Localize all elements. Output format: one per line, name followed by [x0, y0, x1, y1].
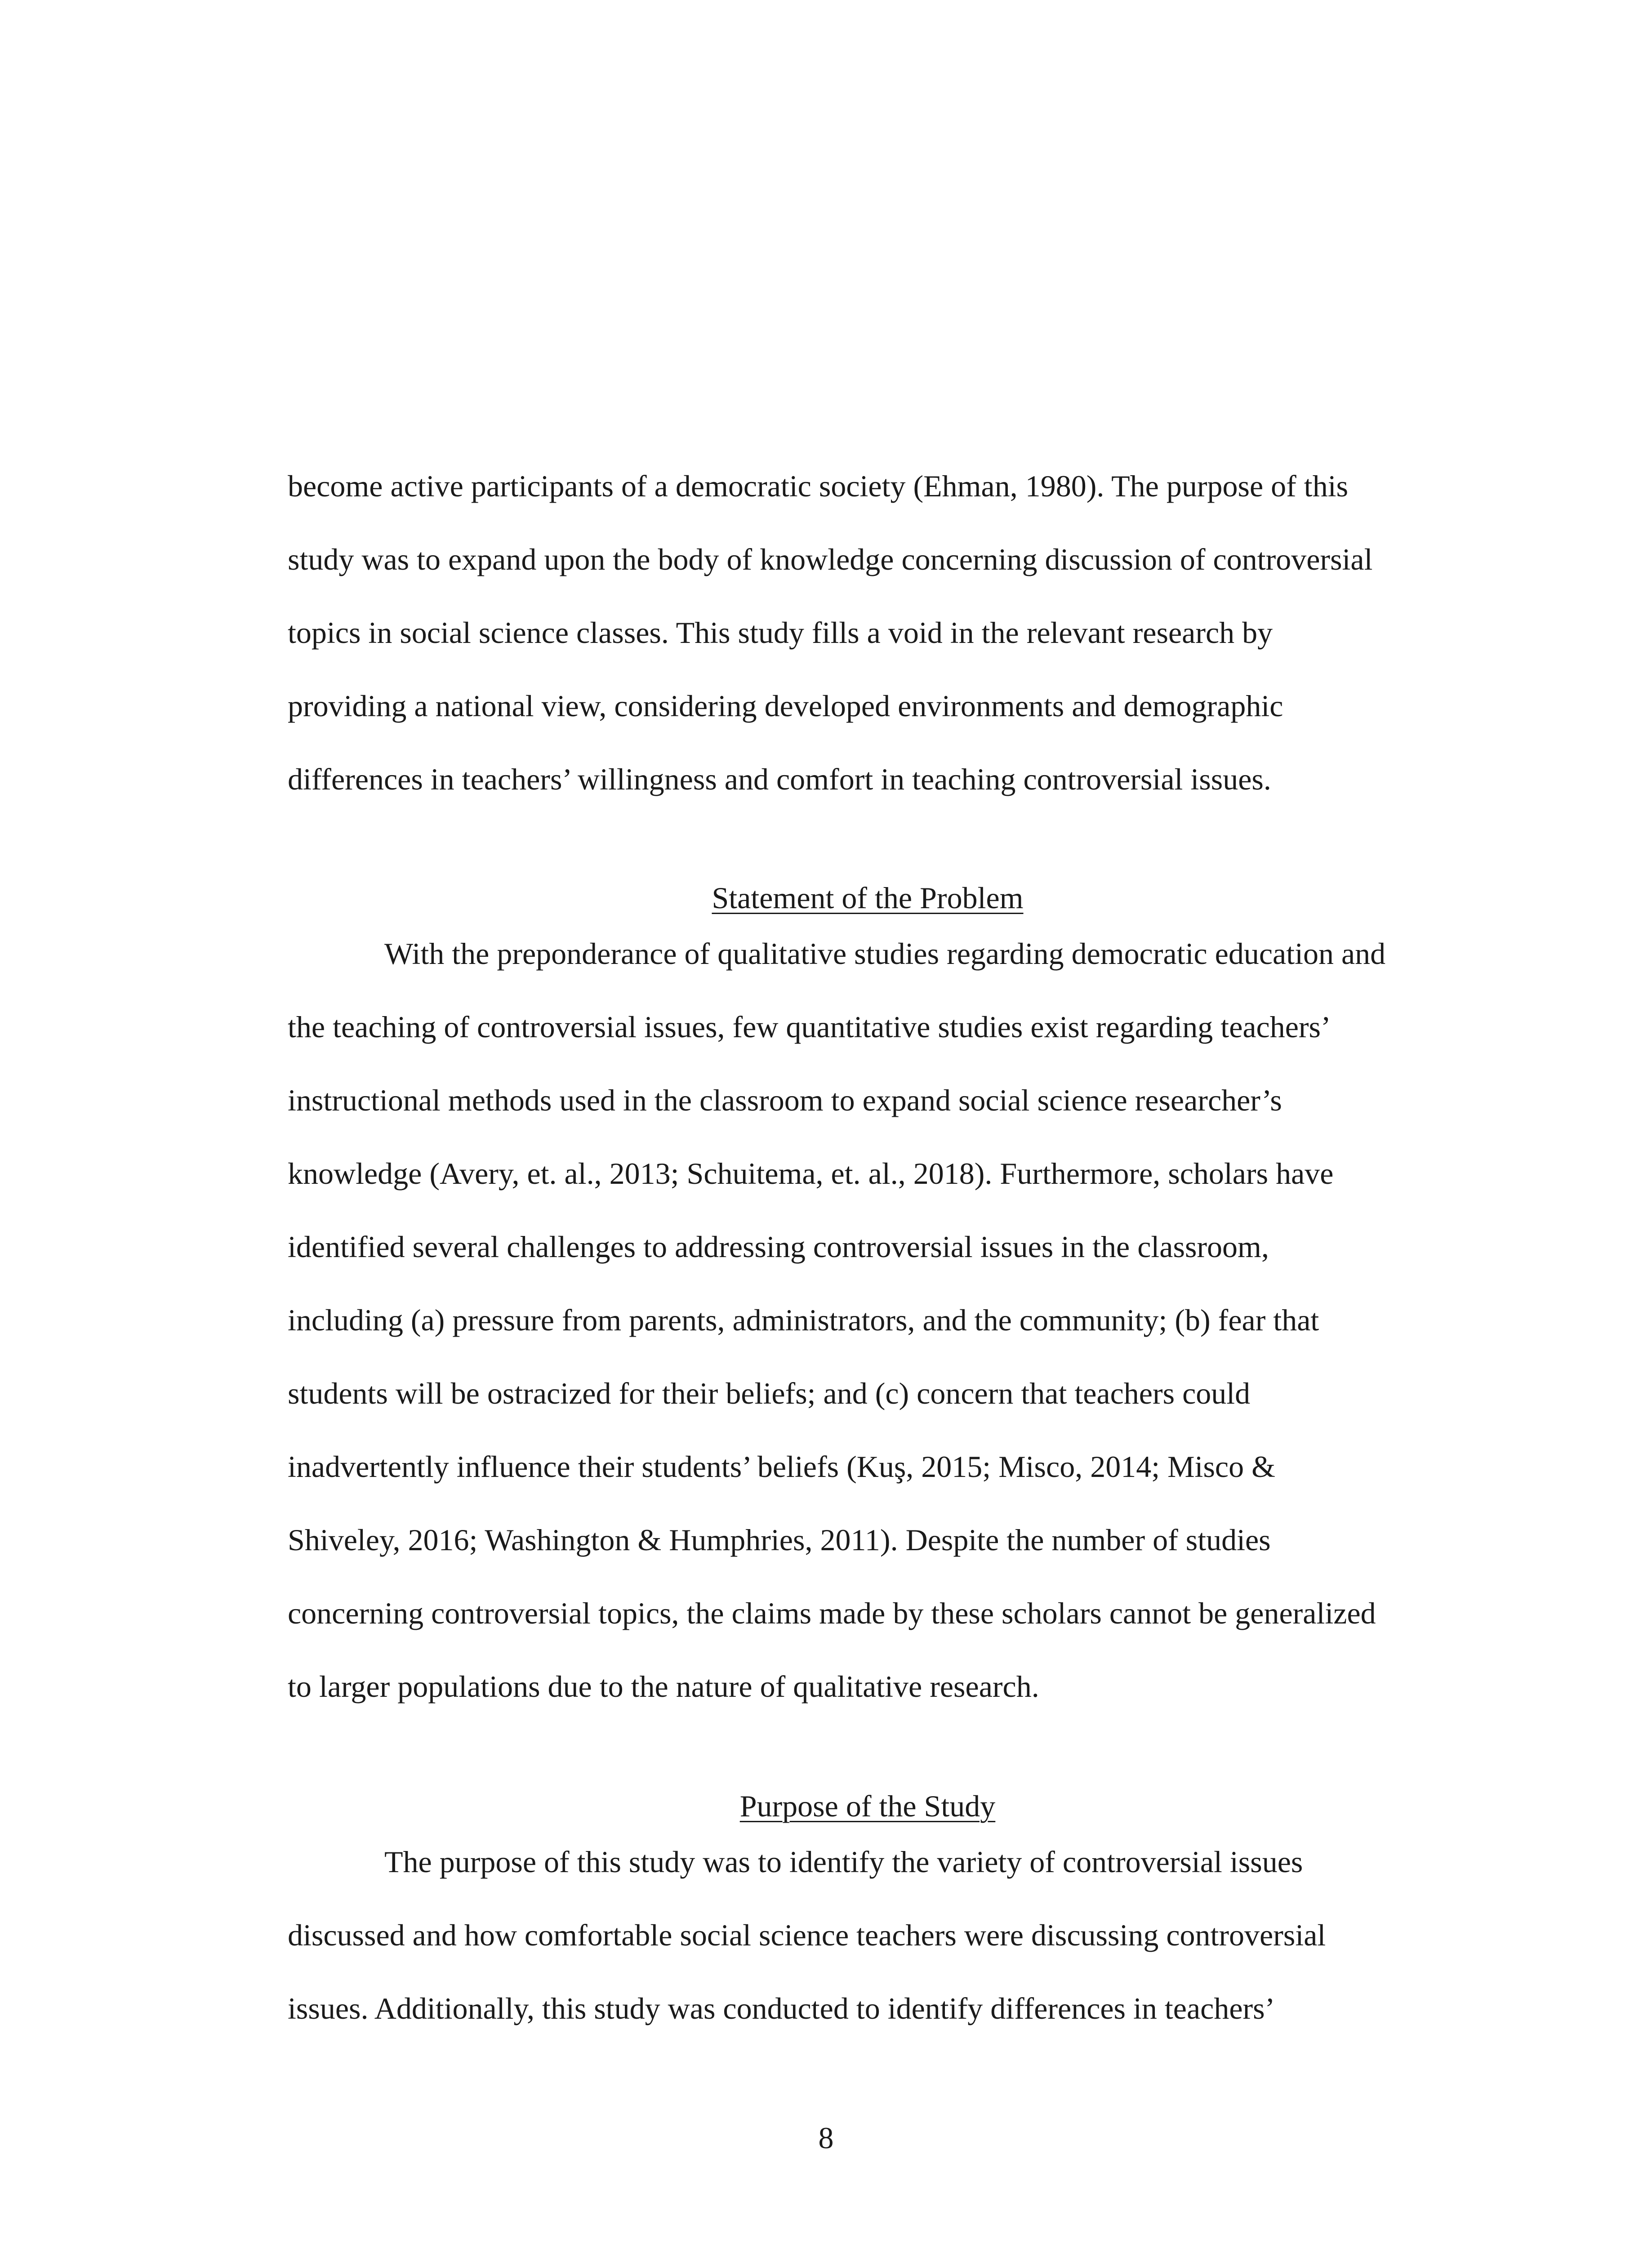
text-line: instructional methods used in the classroom to expand social science researcher’s — [288, 1083, 1282, 1117]
intro-paragraph — [288, 450, 1447, 816]
text-line: topics in social science classes. This study fills a void in the relevant research by — [288, 616, 1273, 650]
text-line: discussed and how comfortable social science teachers were discussing controversial — [288, 1918, 1326, 1952]
text-line: inadvertently influence their students’ beliefs (Kuş, 2015; Misco, 2014; Misco & — [288, 1450, 1275, 1484]
text-line: issues. Additionally, this study was conducted to identify differences in teachers’ — [288, 1991, 1275, 2025]
purpose-paragraph — [288, 1825, 1447, 2045]
text-line: The purpose of this study was to identify the variety of controversial issues — [384, 1845, 1303, 1879]
section-heading-problem: Statement of the Problem — [712, 881, 1024, 915]
text-line: providing a national view, considering developed environments and demographic — [288, 689, 1283, 723]
text-line: including (a) pressure from parents, administrators, and the community; (b) fear that — [288, 1303, 1319, 1337]
text-line: knowledge (Avery, et. al., 2013; Schuitema, et. al., 2018). Furthermore, scholars have — [288, 1156, 1334, 1191]
text-line: students will be ostracized for their beliefs; and (c) concern that teachers could — [288, 1376, 1251, 1410]
text-line: become active participants of a democratic society (Ehman, 1980). The purpose of this — [288, 469, 1349, 503]
text-line: differences in teachers’ willingness and comfort in teaching controversial issues. — [288, 762, 1271, 796]
text-line: the teaching of controversial issues, few quantitative studies exist regarding teachers’ — [288, 1010, 1331, 1044]
text-line: to larger populations due to the nature of qualitative research. — [288, 1669, 1039, 1704]
text-line: concerning controversial topics, the claims made by these scholars cannot be generalized — [288, 1596, 1376, 1630]
section-heading-purpose: Purpose of the Study — [739, 1789, 996, 1823]
text-line: With the preponderance of qualitative studies regarding democratic education and — [384, 937, 1386, 971]
problem-paragraph — [288, 917, 1447, 1723]
text-line: study was to expand upon the body of knowledge concerning discussion of controversial — [288, 542, 1373, 576]
text-line: identified several challenges to addressing controversial issues in the classroom, — [288, 1230, 1269, 1264]
text-line: Shiveley, 2016; Washington & Humphries, 2011). Despite the number of studies — [288, 1523, 1271, 1557]
page-number: 8 — [818, 2121, 834, 2155]
